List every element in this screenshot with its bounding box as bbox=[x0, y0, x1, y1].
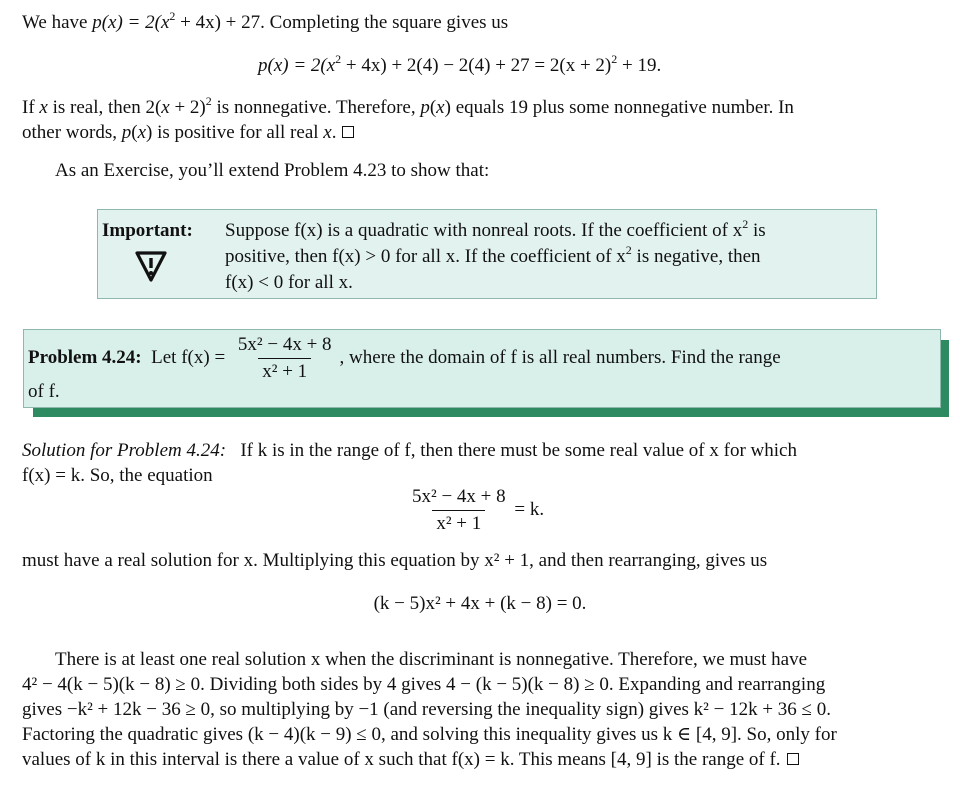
paragraph-nonnegative-line1: If x is real, then $2(x + 2)^2$ is nonnegative. Therefore, p(x) equals 19 plus some nonnegative number. In bbox=[22, 93, 794, 118]
solution-frac-den: x² + 1 bbox=[432, 510, 485, 535]
problem-line2: of f. bbox=[28, 381, 60, 402]
final-line3: gives −k² + 12k − 36 ≥ 0, so multiplying by −1 (and reversing the inequality sign) gives k² − 12k + 36 ≤ 0. bbox=[22, 699, 831, 720]
equation-complete-square: $p(x) = 2(x^2 + 4x) + 2(4) - 2(4) + 27 = 2(x + 2)^2 + 19$. bbox=[258, 51, 662, 76]
solution-label: Solution for Problem 4.24: bbox=[22, 440, 227, 461]
intro-line: We have $p(x) = 2(x^2 + 4x) + 27$. Completing the square gives us bbox=[22, 8, 509, 33]
important-line3: f(x) < 0 for all x. bbox=[225, 272, 353, 293]
solution-line1: Solution for Problem 4.24: If k is in the range of f, then there must be some real value of x for which bbox=[22, 440, 797, 461]
important-label: Important: bbox=[102, 220, 193, 241]
important-box bbox=[97, 209, 877, 299]
eq1-a: p(x) = 2(x bbox=[258, 55, 336, 76]
eq1-b: + 4x) + 2(4) − 2(4) + 27 = 2(x + 2) bbox=[341, 55, 612, 76]
solution-frac-num: 5x² − 4x + 8 bbox=[412, 486, 506, 507]
important-text: Suppose f(x) is a quadratic with nonreal roots. If the coefficient of $x^2$ is positive, then f(x) > 0 for all x. If the coefficient of $x^2$ is negative, then f(x) < 0 for all x. bbox=[225, 218, 870, 296]
problem-frac-num: 5x² − 4x + 8 bbox=[237, 334, 332, 355]
paragraph-nonnegative-line2: other words, p(x) is positive for all real x. bbox=[22, 120, 354, 145]
important-line2: positive, then f(x) > 0 for all x. If the coefficient of x bbox=[225, 246, 626, 267]
solution-line3: must have a real solution for x. Multiplying this equation by x² + 1, and then rearranging, gives us bbox=[22, 550, 768, 571]
final-line2: 4² − 4(k − 5)(k − 8) ≥ 0. Dividing both sides by 4 gives 4 − (k − 5)(k − 8) ≥ 0. Expanding and rearranging bbox=[22, 674, 826, 695]
eq1-c: + 19. bbox=[617, 55, 662, 76]
warning-icon bbox=[134, 249, 168, 283]
final-line5: values of k in this interval is there a value of x such that f(x) = k. This means [4, 9] is the range of f. bbox=[22, 747, 799, 772]
final-line1: There is at least one real solution x when the discriminant is nonnegative. Therefore, we must have bbox=[55, 649, 808, 670]
intro-text-c: + 4x) + 27. Completing the square gives us bbox=[175, 12, 509, 33]
qed-square-icon bbox=[342, 126, 354, 138]
problem-label: Problem 4.24: bbox=[28, 346, 142, 368]
intro-math: p(x) = 2(x bbox=[92, 12, 170, 33]
problem-rest: , where the domain of f is all real numbers. Find the range bbox=[339, 346, 781, 368]
problem-fraction bbox=[234, 334, 336, 383]
solution-line2: f(x) = k. So, the equation bbox=[22, 465, 213, 486]
solution-frac-eq: = k. bbox=[514, 498, 545, 520]
problem-line1 bbox=[28, 334, 781, 383]
important-line1: Suppose f(x) is a quadratic with nonreal roots. If the coefficient of x bbox=[225, 220, 743, 241]
solution-equation2: (k − 5)x² + 4x + (k − 8) = 0. bbox=[373, 593, 587, 614]
problem-frac-den: x² + 1 bbox=[258, 358, 311, 383]
problem-let: Let f(x) = bbox=[151, 346, 226, 368]
intro-text-a: We have bbox=[22, 12, 93, 33]
exercise-line: As an Exercise, you’ll extend Problem 4.23 to show that: bbox=[55, 160, 490, 181]
solution-equation-fraction bbox=[408, 486, 544, 535]
qed-square-icon-final bbox=[787, 753, 799, 765]
final-line4: Factoring the quadratic gives (k − 4)(k − 9) ≤ 0, and solving this inequality gives us k ∈ [4, 9]. So, only for bbox=[22, 724, 837, 745]
problem-box bbox=[23, 329, 941, 408]
